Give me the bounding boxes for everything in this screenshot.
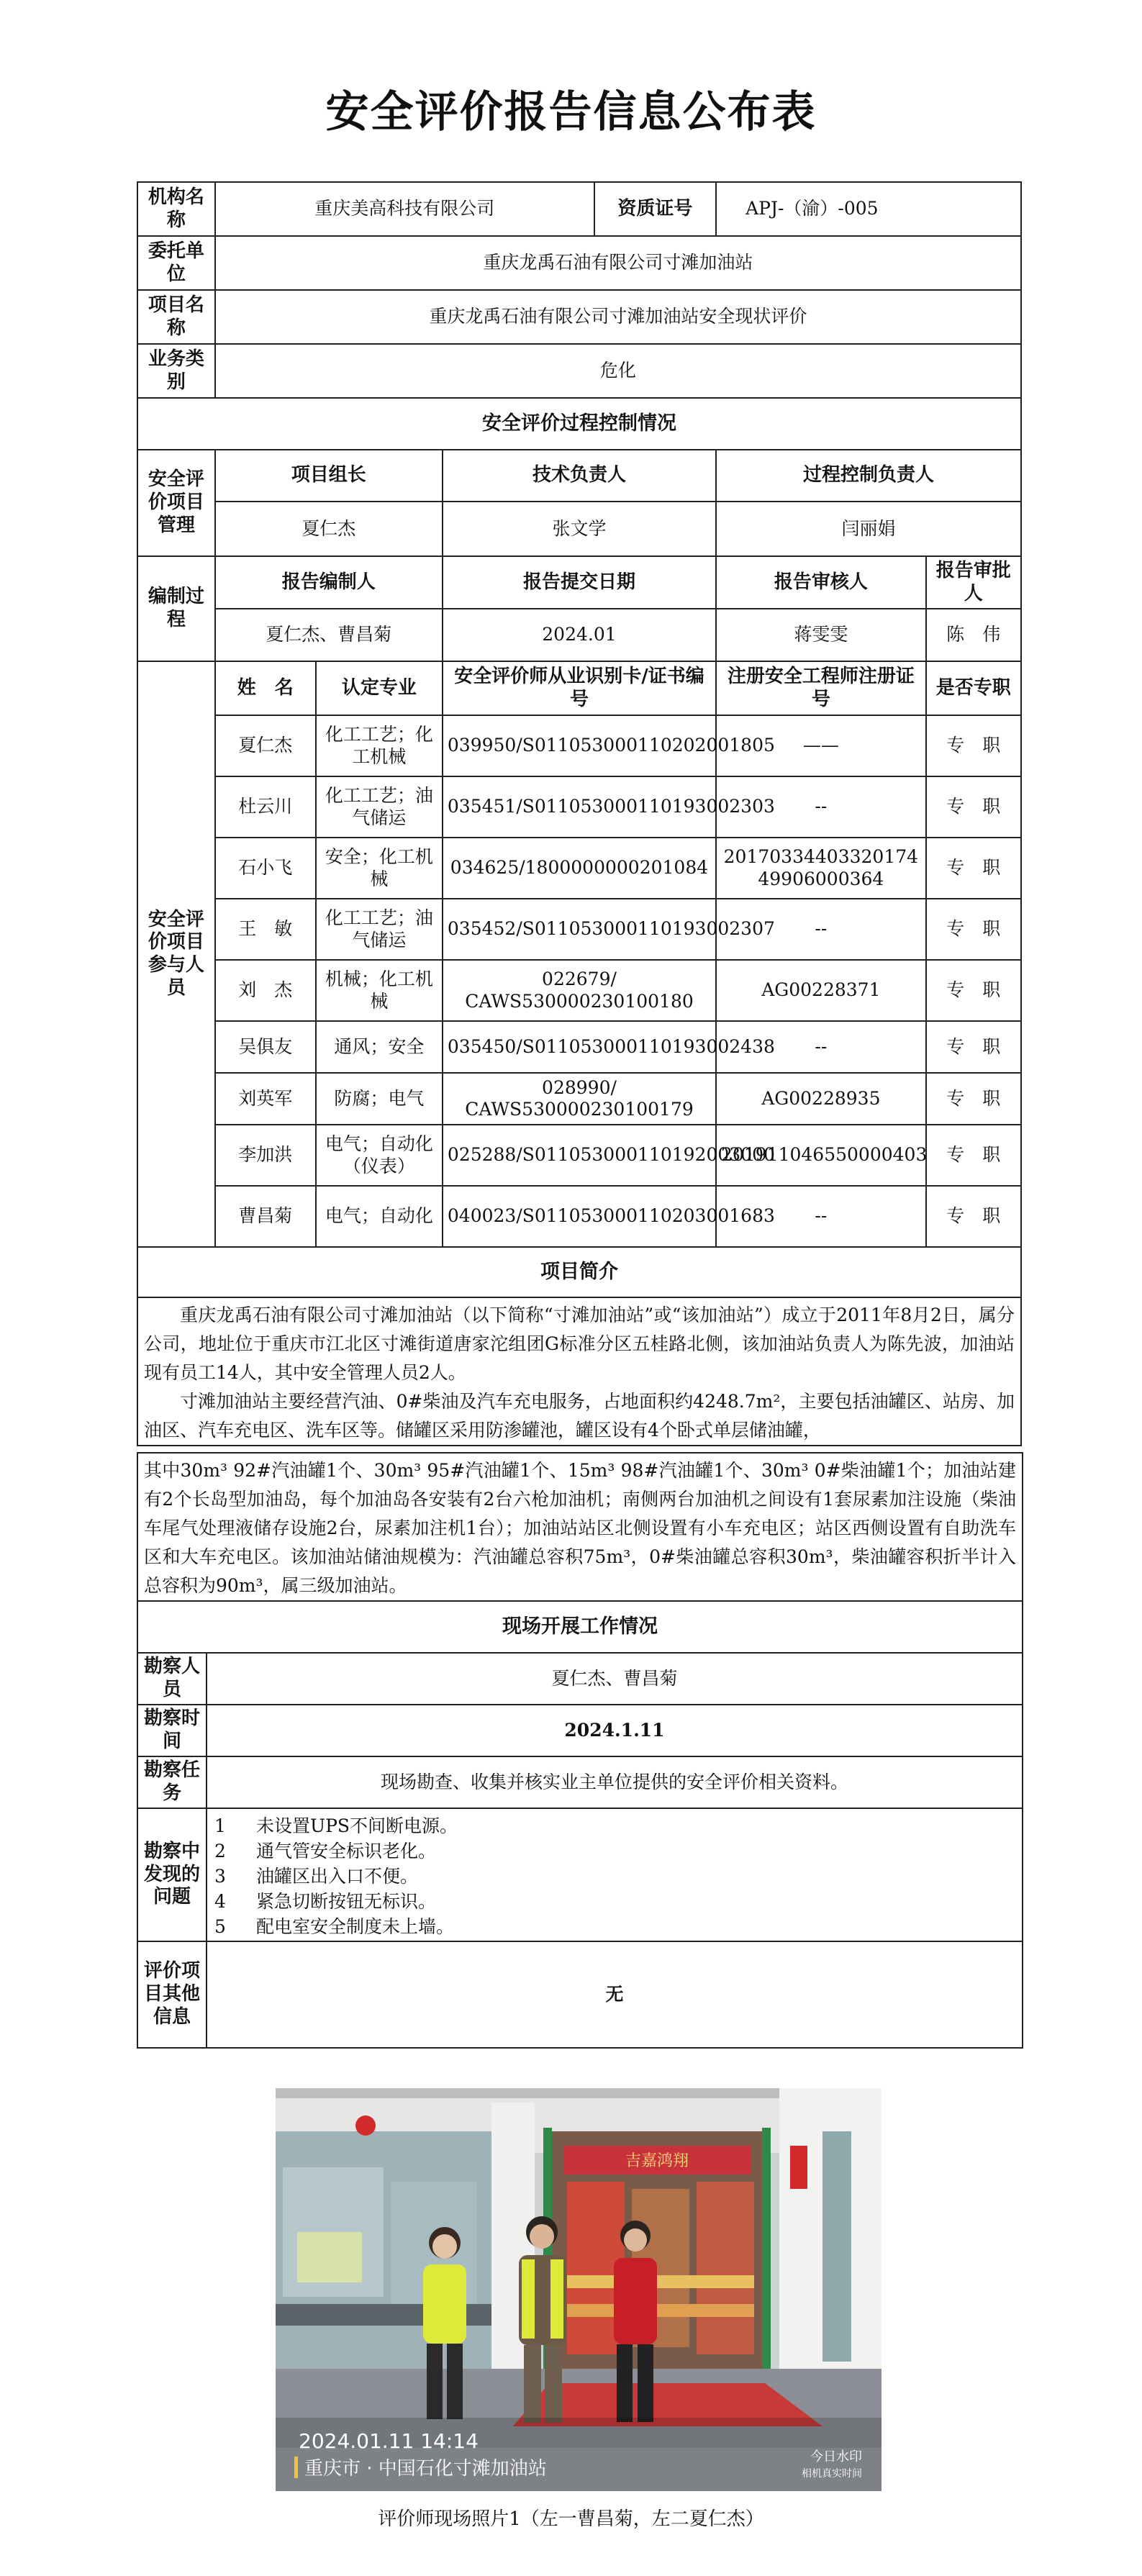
intro-paragraph-1: 重庆龙禹石油有限公司寸滩加油站（以下简称“寸滩加油站”或“该加油站”）成立于2011年8月2日，属分公司，地址位于重庆市江北区寸滩街道唐家沱组团G标准分区五桂路北侧，该加油站负责人为陈先波，加油站现有员工14人，其中安全管理人员2人。 <box>144 1305 1015 1383</box>
compile-author: 夏仁杰、曹昌菊 <box>215 609 443 661</box>
participant-reg: 2017033440332017449906000364 <box>716 838 926 899</box>
participant-major: 化工工艺；化工机械 <box>316 715 443 776</box>
location-marker <box>294 2457 298 2478</box>
field-time-label: 勘察时间 <box>137 1705 207 1756</box>
org-label: 机构名称 <box>137 182 215 236</box>
intro-body <box>137 1297 1021 1446</box>
management-header-tech: 技术负责人 <box>443 450 716 502</box>
project-label: 项目名称 <box>137 290 215 344</box>
issue-text: 配电室安全制度未上墙。 <box>256 1916 455 1937</box>
participant-major: 安全；化工机械 <box>316 838 443 899</box>
participant-name: 曹昌菊 <box>215 1186 316 1247</box>
field-staff-label: 勘察人员 <box>137 1653 207 1705</box>
participant-major: 防腐；电气 <box>316 1073 443 1125</box>
issue-text: 未设置UPS不间断电源。 <box>256 1815 458 1836</box>
participants-header-card: 安全评价师从业识别卡/证书编号 <box>443 661 716 715</box>
participant-fulltime: 专 职 <box>926 1073 1021 1125</box>
field-time: 2024.1.11 <box>207 1705 1023 1756</box>
participants-header-name: 姓 名 <box>215 661 316 715</box>
issue-item <box>214 1914 1015 1939</box>
field-staff-row <box>137 1653 1023 1705</box>
intro-heading: 项目简介 <box>137 1247 1021 1297</box>
participant-name: 杜云川 <box>215 776 316 838</box>
compile-header-date: 报告提交日期 <box>443 556 716 609</box>
field-issues-label: 勘察中发现的问题 <box>137 1808 207 1941</box>
intro-paragraph-3: 其中30m³ 92#汽油罐1个、30m³ 95#汽油罐1个、15m³ 98#汽油罐1个、30m³ 0#柴油罐1个；加油站建有2个长岛型加油岛，每个加油岛各安装有2台六枪加油机；南侧两台加油机之间设有1套尿素加注设施（柴油车尾气处理液储存设施2台，尿素加注机1台）；加油站站区北侧设置有小车充电区；站区西侧设置有自助洗车区和大车充电区。该加油站储油规模为：汽油罐总容积75m³，0#柴油罐总容积30m³，柴油罐容积折半计入总容积为90m³，属三级加油站。 <box>137 1453 1023 1601</box>
management-header-control: 过程控制负责人 <box>716 450 1021 502</box>
photo-location: 重庆市 · 中国石化寸滩加油站 <box>304 2458 547 2480</box>
business-value: 危化 <box>215 344 1021 398</box>
participant-row <box>137 715 1021 776</box>
participant-fulltime: 专 职 <box>926 715 1021 776</box>
participants-header-row <box>137 661 1021 715</box>
participant-reg: -- <box>716 1186 926 1247</box>
participant-major: 通风；安全 <box>316 1021 443 1073</box>
field-task-label: 勘察任务 <box>137 1756 207 1808</box>
participant-major: 化工工艺；油气储运 <box>316 776 443 838</box>
issue-number: 2 <box>214 1841 226 1861</box>
org-row <box>137 182 1021 236</box>
participant-row <box>137 776 1021 838</box>
participant-card: 035450/S011053000110193002438 <box>443 1021 716 1073</box>
compile-header-reviewer: 报告审核人 <box>716 556 926 609</box>
issue-number: 4 <box>214 1891 226 1912</box>
site-photo-illustration <box>276 2088 882 2491</box>
participant-card: 022679/ CAWS530000230100180 <box>443 960 716 1021</box>
management-label: 安全评价项目管理 <box>137 450 215 556</box>
issue-item <box>214 1813 1015 1838</box>
participant-row <box>137 838 1021 899</box>
client-value: 重庆龙禹石油有限公司寸滩加油站 <box>215 236 1021 290</box>
business-row <box>137 344 1021 398</box>
issue-text: 紧急切断按钮无标识。 <box>256 1891 437 1912</box>
page-title: 安全评价报告信息公布表 <box>325 87 817 137</box>
compile-value-row <box>137 609 1021 661</box>
participant-name: 李加洪 <box>215 1125 316 1186</box>
issue-number: 3 <box>214 1866 226 1887</box>
photo-watermark-sub: 相机真实时间 <box>802 2468 862 2480</box>
participants-header-reg: 注册安全工程师注册证号 <box>716 661 926 715</box>
participant-reg: -- <box>716 899 926 960</box>
process-section-heading: 安全评价过程控制情况 <box>137 398 1021 450</box>
process-section-row <box>137 398 1021 450</box>
management-header-row <box>137 450 1021 502</box>
participant-fulltime: 专 职 <box>926 776 1021 838</box>
participant-row <box>137 899 1021 960</box>
field-other-row <box>137 1941 1023 2048</box>
compile-label: 编制过程 <box>137 556 215 661</box>
participant-name: 王 敏 <box>215 899 316 960</box>
intro-continued-row <box>137 1453 1023 1601</box>
intro-heading-row <box>137 1247 1021 1297</box>
field-issues-list <box>207 1808 1023 1941</box>
participant-reg: -- <box>716 1021 926 1073</box>
client-row <box>137 236 1021 290</box>
compile-approver: 陈 伟 <box>926 609 1021 661</box>
issue-item <box>214 1838 1015 1864</box>
participant-card: 025288/S011053000110192003000 <box>443 1125 716 1186</box>
participant-major: 电气；自动化 <box>316 1186 443 1247</box>
issue-number: 1 <box>214 1815 226 1836</box>
participant-fulltime: 专 职 <box>926 899 1021 960</box>
participant-fulltime: 专 职 <box>926 838 1021 899</box>
compile-reviewer: 蒋雯雯 <box>716 609 926 661</box>
store-sign-text: 吉嘉鸿翔 <box>625 2152 689 2170</box>
qual-value: APJ-（渝）-005 <box>716 182 1021 236</box>
issue-text: 通气管安全标识老化。 <box>256 1841 437 1861</box>
intro-body-row <box>137 1297 1021 1446</box>
participant-card: 034625/1800000000201084 <box>443 838 716 899</box>
participant-major: 化工工艺；油气储运 <box>316 899 443 960</box>
participant-reg: -- <box>716 776 926 838</box>
client-label: 委托单位 <box>137 236 215 290</box>
compile-date: 2024.01 <box>443 609 716 661</box>
participant-major: 电气；自动化（仪表） <box>316 1125 443 1186</box>
participant-fulltime: 专 职 <box>926 960 1021 1021</box>
management-header-leader: 项目组长 <box>215 450 443 502</box>
participant-row <box>137 1125 1021 1186</box>
participant-name: 吴俱友 <box>215 1021 316 1073</box>
management-leader: 夏仁杰 <box>215 502 443 556</box>
participant-row <box>137 1186 1021 1247</box>
participant-reg: 201911046550000403 <box>716 1125 926 1186</box>
participant-reg: AG00228371 <box>716 960 926 1021</box>
org-value: 重庆美高科技有限公司 <box>215 182 594 236</box>
participants-header-fulltime: 是否专职 <box>926 661 1021 715</box>
participant-card: 040023/S011053000110203001683 <box>443 1186 716 1247</box>
field-time-row <box>137 1705 1023 1756</box>
field-other: 无 <box>207 1941 1023 2048</box>
participant-row <box>137 1021 1021 1073</box>
field-staff: 夏仁杰、曹昌菊 <box>207 1653 1023 1705</box>
participant-name: 石小飞 <box>215 838 316 899</box>
photo-watermark-brand: 今日水印 <box>810 2449 862 2464</box>
site-photo <box>276 2088 882 2491</box>
photo-caption: 评价师现场照片1（左一曹昌菊，左二夏仁杰） <box>378 2508 764 2530</box>
project-row <box>137 290 1021 344</box>
compile-header-author: 报告编制人 <box>215 556 443 609</box>
issue-number: 5 <box>214 1916 226 1937</box>
participants-header-major: 认定专业 <box>316 661 443 715</box>
participant-card: 035451/S011053000110193002303 <box>443 776 716 838</box>
participant-card: 039950/S011053000110202001805 <box>443 715 716 776</box>
photo-timestamp: 2024.01.11 14:14 <box>299 2429 479 2453</box>
participant-fulltime: 专 职 <box>926 1125 1021 1186</box>
report-table-part1 <box>137 181 1022 1446</box>
field-heading-row <box>137 1601 1023 1653</box>
compile-header-row <box>137 556 1021 609</box>
report-table-part2 <box>137 1452 1023 2049</box>
participants-label: 安全评价项目参与人员 <box>137 661 215 1247</box>
issue-item <box>214 1864 1015 1889</box>
participant-card: 028990/ CAWS530000230100179 <box>443 1073 716 1125</box>
participant-reg: —— <box>716 715 926 776</box>
field-issues-row <box>137 1808 1023 1941</box>
participant-name: 刘 杰 <box>215 960 316 1021</box>
participant-name: 夏仁杰 <box>215 715 316 776</box>
participant-major: 机械；化工机械 <box>316 960 443 1021</box>
compile-header-approver: 报告审批人 <box>926 556 1021 609</box>
participant-fulltime: 专 职 <box>926 1021 1021 1073</box>
participant-reg: AG00228935 <box>716 1073 926 1125</box>
participant-name: 刘英军 <box>215 1073 316 1125</box>
issue-item <box>214 1889 1015 1914</box>
field-task: 现场勘查、收集并核实业主单位提供的安全评价相关资料。 <box>207 1756 1023 1808</box>
intro-paragraph-2: 寸滩加油站主要经营汽油、0#柴油及汽车充电服务，占地面积约4248.7m²，主要包括油罐区、站房、加油区、汽车充电区、洗车区等。储罐区采用防渗罐池，罐区设有4个卧式单层储油罐， <box>144 1391 1015 1441</box>
field-heading: 现场开展工作情况 <box>137 1601 1023 1653</box>
field-other-label: 评价项目其他信息 <box>137 1941 207 2048</box>
qual-label: 资质证号 <box>594 182 716 236</box>
business-label: 业务类别 <box>137 344 215 398</box>
participant-row <box>137 1073 1021 1125</box>
participant-row <box>137 960 1021 1021</box>
management-value-row <box>137 502 1021 556</box>
issue-text: 油罐区出入口不便。 <box>256 1866 419 1887</box>
management-control: 闫丽娟 <box>716 502 1021 556</box>
project-value: 重庆龙禹石油有限公司寸滩加油站安全现状评价 <box>215 290 1021 344</box>
participant-card: 035452/S011053000110193002307 <box>443 899 716 960</box>
management-tech: 张文学 <box>443 502 716 556</box>
participant-fulltime: 专 职 <box>926 1186 1021 1247</box>
field-task-row <box>137 1756 1023 1808</box>
